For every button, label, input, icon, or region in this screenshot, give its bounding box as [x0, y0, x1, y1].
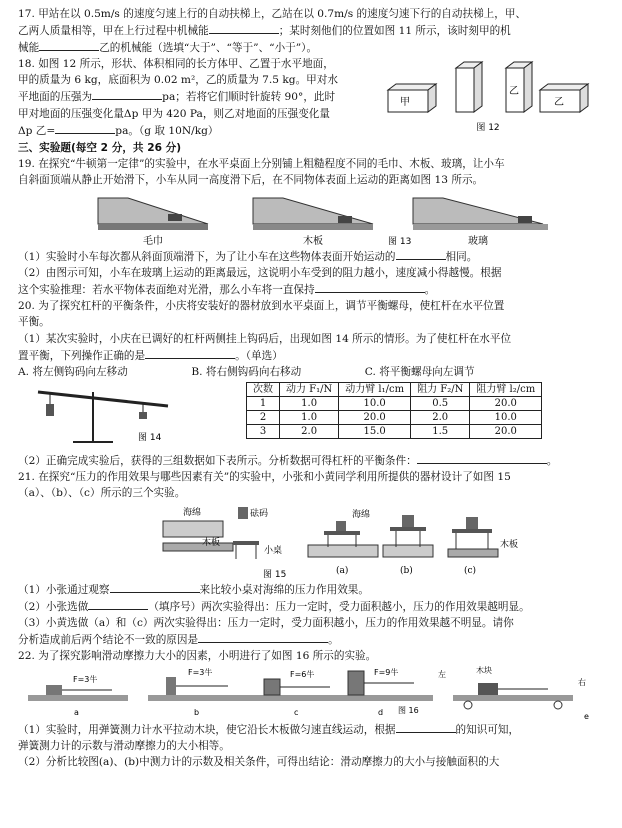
q21-sub1-a: （1）小张通过观察	[18, 584, 110, 597]
box-tilted	[540, 84, 588, 112]
q18-blank-1[interactable]	[92, 88, 162, 100]
box-standing	[456, 62, 482, 112]
q21-blank-3[interactable]	[198, 631, 328, 643]
table-cell: 20.0	[339, 410, 411, 424]
q21-sub4-a: 分析造成前后两个结论不一致的原因是	[18, 634, 199, 647]
q20-blank-1[interactable]	[145, 347, 235, 359]
q17-line2-b: ；某时刻他们的位置如图 11 所示，该时刻甲的机	[278, 25, 511, 38]
q21-sub4-b: 。	[328, 634, 339, 647]
q17-line2-a: 乙两人质量相等，甲在上行过程中机械能	[18, 25, 209, 38]
table-cell: 10.0	[470, 410, 542, 424]
table-cell: 20.0	[470, 424, 542, 438]
q20-line1: 20. 为了探究杠杆的平衡条件，小庆将安装好的器材放到水平桌面上，调节平衡螺母，使杠杆在水平位置	[18, 300, 505, 313]
experiment-b	[352, 508, 433, 576]
table-header-row	[247, 382, 542, 396]
force-b: F=3牛	[188, 667, 213, 677]
q17-blank-1[interactable]	[209, 22, 279, 34]
q21-sub3: （3）小黄选做（a）和（c）两次实验得出：压力一定时，受力面积越小，压力的作用效果越不明显。请你	[18, 617, 514, 630]
q17-line3-b: 乙的机械能（选填“大于”、“等于”、“小于”）。	[99, 42, 318, 55]
figure-12-caption: 图 12	[476, 123, 500, 134]
question-17	[18, 6, 608, 56]
force-c: F=6牛	[290, 669, 315, 679]
table-cell: 20.0	[470, 396, 542, 410]
q21-line2: （a）、（b）、（c）所示的三个实验。	[18, 486, 186, 499]
q20-option-c[interactable]: C. 将平衡螺母向左调节	[364, 365, 475, 378]
table-header: 动力臂 l₁/cm	[339, 382, 411, 396]
q21-sub2-a: （2）小张选做	[18, 601, 89, 614]
label-right: 右	[578, 677, 586, 687]
weight-block	[238, 507, 248, 519]
label-b: (b)	[400, 566, 413, 577]
table-cell: 1.0	[280, 410, 339, 424]
question-19	[18, 156, 608, 298]
table-cell: 0.5	[411, 396, 470, 410]
table-header: 阻力臂 l₂/cm	[470, 382, 542, 396]
q22-line1: 22. 为了探究影响滑动摩擦力大小的因素，小明进行了如图 16 所示的实验。	[18, 650, 377, 663]
table-cell: 2.0	[280, 424, 339, 438]
q19-blank-2[interactable]	[315, 281, 425, 293]
figure-16-caption: 图 16	[398, 705, 419, 715]
figure-14-caption: 图 14	[138, 432, 162, 443]
q18-line5-a: Δp 乙=	[18, 124, 56, 137]
q18-line1: 18. 如图 12 所示，形状、体积相同的长方体甲、乙置于水平地面，	[18, 58, 334, 71]
q18-line3-a: 平地面的压强为	[18, 91, 93, 104]
q18-blank-2[interactable]	[55, 122, 115, 134]
figure-13-caption: 图 13	[388, 237, 412, 248]
label-a: (a)	[336, 566, 349, 577]
figure-12-drawing	[378, 56, 598, 136]
sub-label-b: b	[194, 707, 200, 717]
sub-label-e: e	[584, 711, 589, 721]
box-yi-label: 乙	[509, 86, 519, 98]
q20-option-b[interactable]: B. 将右侧钩码向右移动	[191, 365, 302, 378]
table-row	[247, 396, 542, 410]
sub-label-d: d	[378, 707, 384, 717]
q20-option-a[interactable]: A. 将左侧钩码向左移动	[18, 365, 128, 378]
q20-sub2-b: 。	[546, 454, 558, 467]
table-cell: 3	[247, 424, 280, 438]
q20-blank-2[interactable]	[417, 452, 547, 464]
q19-sub2: （2）由图示可知，小车在玻璃上运动的距离最远，这说明小车受到的阻力越小，速度减小得越慢。根据	[18, 267, 502, 280]
question-22	[18, 648, 608, 769]
setup-a	[28, 674, 128, 717]
q20-line2: 平衡。	[18, 316, 50, 329]
setup-c	[248, 669, 348, 717]
q19-line1: 19. 在探究“牛顿第一定律”的实验中，在水平桌面上分别铺上粗糙程度不同的毛巾、木板、玻璃，让小车	[18, 157, 505, 170]
table-cell: 1.5	[411, 424, 470, 438]
table-cell: 2.0	[411, 410, 470, 424]
table-cell: 15.0	[339, 424, 411, 438]
box-yi	[506, 62, 532, 112]
sub-label-a: a	[74, 707, 79, 717]
ramp-board	[253, 198, 411, 247]
q19-sub3-b: 。	[424, 284, 436, 297]
label-sponge-2: 海绵	[352, 510, 371, 521]
q17-blank-2[interactable]	[39, 39, 99, 51]
table-row	[247, 410, 542, 424]
q22-sub2: 弹簧测力计的示数与滑动摩擦力的大小相等。	[18, 739, 230, 752]
label-board-2: 木板	[500, 540, 519, 551]
q18-line2: 甲的质量为 6 kg，底面积为 0.02 m²，乙的质量为 7.5 kg。甲对水	[18, 74, 338, 87]
q18-line3-b: pa；若将它们顺时针旋转 90°，此时	[162, 91, 336, 104]
question-18	[18, 56, 608, 138]
q20-line3: （1）某次实验时，小庆在已调好的杠杆两侧挂上钩码后，出现如图 14 所示的情形。为了使杠杆在水平位	[18, 332, 512, 345]
figure-15-caption: 图 15	[263, 570, 287, 581]
experiment-c	[448, 517, 518, 576]
q22-sub3: （2）分析比较图(a)、(b)中测力计的示数及相关条件，可得出结论：滑动摩擦力的大小与接触面积的大	[18, 755, 500, 768]
label-board: 木板	[202, 538, 221, 549]
ramp-glass	[413, 198, 548, 247]
q22-sub1-a: （1）实验时，用弹簧测力计水平拉动木块，使它沿长木板做匀速直线运动，根据	[18, 723, 396, 736]
board-plank	[163, 543, 233, 551]
q20-line4-b: 。（单选）	[235, 349, 283, 362]
q19-blank-1[interactable]	[396, 248, 446, 260]
q22-sub1-b: 的知识可知，	[455, 723, 520, 736]
experiment-a	[308, 521, 378, 576]
q17-line3-a: 械能	[18, 42, 40, 55]
figure-12	[378, 56, 598, 136]
q21-blank-1[interactable]	[110, 581, 200, 593]
q21-blank-2[interactable]	[88, 598, 148, 610]
q19-sub1-b: 相同。	[445, 251, 478, 264]
q22-blank-1[interactable]	[396, 721, 456, 733]
label-weight: 砝码	[250, 509, 269, 520]
table-cell: 1	[247, 396, 280, 410]
question-20	[18, 298, 608, 469]
force-d: F=9牛	[374, 667, 399, 677]
table-header: 阻力 F₂/N	[411, 382, 470, 396]
table-cell: 10.0	[339, 396, 411, 410]
q18-line5-b: pa。（g 取 10N/kg）	[115, 124, 219, 137]
q19-sub1-a: （1）实验时小车每次都从斜面顶端滑下，为了让小车在这些物体表面开始运动的	[18, 251, 396, 264]
label-left: 左	[438, 669, 446, 679]
figure-14	[18, 382, 218, 452]
q20-sub2-a: （2）正确完成实验后，获得的三组数据如下表所示。分析数据可得杠杆的平衡条件：	[18, 454, 417, 467]
q18-line4: 甲对地面的压强变化量Δp 甲为 420 Pa，则乙对地面的压强变化量	[18, 107, 330, 120]
label-sponge: 海绵	[183, 508, 202, 519]
table-header: 次数	[247, 382, 280, 396]
lever-data-table	[246, 382, 542, 439]
label-table: 小桌	[264, 546, 283, 557]
q21-sub2-b: （填序号）两次实验得出：压力一定时，受力面积越小，压力的作用效果越明显。	[148, 601, 530, 614]
label-towel: 毛巾	[143, 236, 163, 248]
ramp-towel	[98, 198, 208, 247]
force-a: F=3牛	[73, 674, 98, 684]
table-row	[247, 424, 542, 438]
q21-line1: 21. 在探究“压力的作用效果与哪些因素有关”的实验中，小张和小黄同学利用所提供的器材设计了如图 15	[18, 470, 511, 483]
table-cell: 1.0	[280, 396, 339, 410]
table-header: 动力 F₁/N	[280, 382, 339, 396]
q21-sub1-b: 来比较小桌对海绵的压力作用效果。	[199, 584, 369, 597]
figure-13	[18, 188, 608, 248]
figure-15	[18, 501, 608, 581]
question-21	[18, 469, 608, 649]
label-glass: 玻璃	[468, 236, 488, 248]
section-3-title: 三、实验题(每空 2 分，共 26 分)	[18, 141, 182, 154]
setup-e	[438, 665, 589, 721]
small-table	[233, 541, 259, 545]
box-jia-label: 甲	[400, 97, 410, 109]
sub-label-c: c	[294, 707, 299, 717]
table-cell: 2	[247, 410, 280, 424]
q17-line1: 17. 甲站在以 0.5m/s 的速度匀速上行的自动扶梯上，乙站在以 0.7m/s 的速度匀速下行的自动扶梯上，甲、	[18, 8, 527, 20]
label-c: (c)	[464, 566, 477, 577]
q19-sub3-a: 这个实验推理：若水平物体表面绝对光滑，那么小车将一直保持	[18, 284, 315, 297]
label-board: 木板	[303, 236, 323, 248]
setup-b	[148, 667, 248, 717]
label-block: 木块	[476, 665, 492, 675]
q20-options	[18, 364, 608, 380]
sponge-block	[163, 521, 223, 537]
figure-16	[18, 665, 608, 721]
box-tilted-label: 乙	[554, 97, 564, 109]
box-jia	[388, 84, 436, 112]
q19-line2: 自斜面顶端从静止开始滑下，小车从同一高度滑下后，在不同物体表面上运动的距离如图 13 所示。	[18, 173, 484, 186]
q20-line4-a: 置平衡，下列操作正确的是	[18, 349, 146, 362]
